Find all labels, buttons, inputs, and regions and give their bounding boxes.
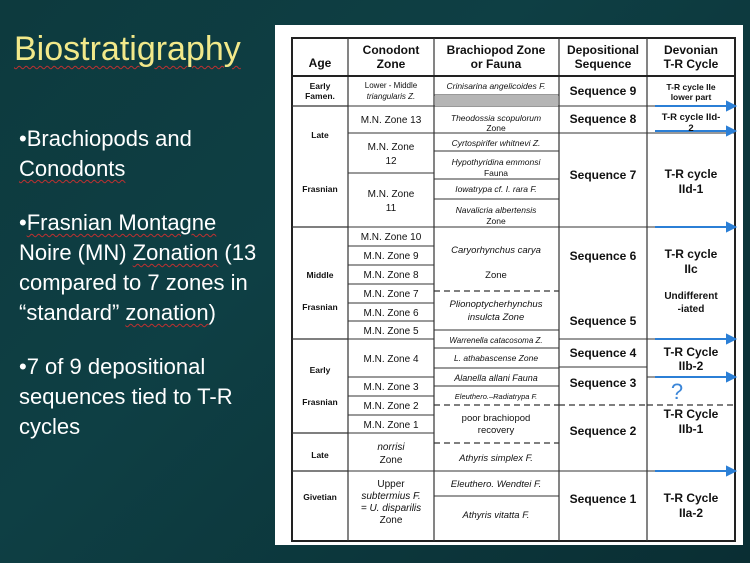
tr-iie-2: lower part [670,92,712,102]
brach-navalicria-2: Zone [486,216,506,226]
sequence-8: Sequence 8 [569,112,637,126]
bullet-text-frasnian: Frasnian Montagne [26,210,217,235]
header-conodont-1: Conodont [362,43,420,57]
conodont-mn11-2: 11 [385,203,397,214]
tr-iib1-1: T-R Cycle [663,407,719,421]
bullet-sequences: •7 of 9 depositional sequences tied to T-R cycles [19,354,233,439]
bullet-zonation: •Frasnian Montagne Noire (MN) Zonation (13 compared to 7 zones in “standard” zonation) [19,210,257,325]
bullet-text-paren: ) [208,300,216,325]
bullet-text-conodonts: Conodonts [19,156,126,181]
bullet-brachiopods: •Brachiopods and Conodonts [19,126,192,181]
header-brachiopod-2: or Fauna [470,57,522,71]
tr-undiff-1: Undifferent [664,291,718,302]
brach-cyrtospirifer: Cyrtospirifer whitnevi Z. [451,138,541,148]
tr-question: ? [670,379,684,404]
conodont-mn4: M.N. Zone 4 [363,354,419,365]
brach-athyris-vitatta: Athyris vitatta F. [462,510,530,521]
brach-pliono-2: insulcta Zone [467,312,525,323]
brach-eleuthero-wendtei: Eleuthero. Wendtei F. [450,479,542,490]
age-middle: Middle [306,270,334,280]
conodont-mn6: M.N. Zone 6 [363,308,419,319]
sequence-7: Sequence 7 [569,168,637,182]
brach-hypothyridina-2: Fauna [483,168,509,178]
conodont-mn13: M.N. Zone 13 [360,115,422,126]
tr-iid1-1: T-R cycle [664,167,718,181]
conodont-mn9: M.N. Zone 9 [363,251,419,262]
header-sequence-1: Depositional [566,43,640,57]
conodont-sub-3: = U. disparilis [360,503,422,514]
conodont-sub-4: Zone [379,515,403,526]
brach-caryorhynchus-1: Caryorhynchus carya [451,245,541,256]
age-late-giv: Late [311,450,329,460]
table-panel [275,25,743,545]
conodont-norrisi-2: Zone [379,455,403,466]
tr-iia2-1: T-R Cycle [663,491,719,505]
tr-iib2-2: IIb-2 [678,359,704,373]
header-age: Age [308,56,332,70]
brach-iowatrypa: Iowatrypa cf. I. rara F. [455,184,537,194]
tr-iia2-2: IIa-2 [678,506,704,520]
conodont-mn12-2: 12 [385,156,397,167]
conodont-sub-1: Upper [377,479,405,490]
age-frasnian-mid: Frasnian [302,302,338,312]
tr-iid2-2: 2 [688,123,694,134]
brach-hypothyridina-1: Hypothyridina emmonsi [451,157,541,167]
brach-athabascense: L. athabascense Zone [453,353,539,363]
tr-iid2-1: T-R cycle IId- [661,112,721,123]
age-early-famen-1: Early [309,81,331,91]
brach-crinisarina: Crinisarina angelicoides F. [446,81,546,91]
age-frasnian-late: Frasnian [302,184,338,194]
tr-undiff-2: -iated [677,304,705,315]
brach-athyris-simplex: Athyris simplex F. [459,453,533,464]
bullet-text-compare: (13 compared to 7 zones in “standard” [19,240,257,325]
brach-warrenella: Warrenella catacosoma Z. [449,336,543,345]
sequence-1: Sequence 1 [569,492,637,506]
conodont-mn10: M.N. Zone 10 [360,232,422,243]
tr-iid1-2: IId-1 [678,182,704,196]
brach-alanella: Alanella allani Fauna [454,373,538,383]
tr-iie-1: T-R cycle IIe [666,82,716,92]
tr-iic-1: T-R cycle [664,247,718,261]
bullet-text-zonation2: zonation [125,300,209,325]
bullet-list [19,124,269,466]
age-givetian: Givetian [303,492,337,502]
brach-pliono-1: Plionoptycherhynchus [449,299,543,310]
tr-iib1-2: IIb-1 [678,422,704,436]
header-brachiopod-1: Brachiopod Zone [446,43,546,57]
conodont-mn11-1: M.N. Zone [367,189,415,200]
conodont-sub-2: subtermius F. [361,491,421,502]
header-devonian-2: T-R Cycle [663,57,719,71]
slide-title: Biostratigraphy [14,30,241,68]
brach-eleuthero-radia: Eleuthero.–Radiatrypa F. [454,392,538,401]
brach-poor-1: poor brachiopod [461,413,531,424]
sequence-4: Sequence 4 [569,346,637,360]
conodont-triangularis-1: Lower - Middle [364,81,418,90]
sequence-2: Sequence 2 [569,424,637,438]
tr-iib2-1: T-R Cycle [663,345,719,359]
sequence-9: Sequence 9 [569,84,637,98]
conodont-norrisi-1: norrisi [377,442,405,453]
age-frasnian-early: Frasnian [302,397,338,407]
bullet-text-zonation: Zonation [132,240,219,265]
sequence-3: Sequence 3 [569,376,637,390]
age-late: Late [311,130,329,140]
brach-navalicria-1: Navalicria albertensis [455,205,537,215]
brach-poor-2: recovery [477,425,515,436]
brach-theodossia-2: Zone [486,123,506,133]
conodont-mn7: M.N. Zone 7 [363,289,419,300]
tr-iic-2: IIc [684,262,698,276]
conodont-mn2: M.N. Zone 2 [363,401,419,412]
conodont-mn8: M.N. Zone 8 [363,270,419,281]
conodont-mn12-1: M.N. Zone [367,142,415,153]
conodont-mn1: M.N. Zone 1 [363,420,419,431]
stratigraphy-table [275,25,743,545]
bullet-text-mn: Noire (MN) [19,240,133,265]
age-early: Early [309,365,331,375]
header-sequence-2: Sequence [574,57,632,71]
sequence-6: Sequence 6 [569,249,637,263]
brach-theodossia-1: Theodossia scopulorum [450,113,542,123]
header-devonian-1: Devonian [663,43,719,57]
conodont-mn5: M.N. Zone 5 [363,326,419,337]
conodont-triangularis-2: triangularis Z. [366,92,416,101]
brach-caryorhynchus-2: Zone [485,270,507,281]
age-early-famen-2: Famen. [305,91,335,101]
sequence-5: Sequence 5 [569,314,637,328]
header-conodont-2: Zone [376,57,406,71]
gray-band [435,95,558,106]
conodont-mn3: M.N. Zone 3 [363,382,419,393]
